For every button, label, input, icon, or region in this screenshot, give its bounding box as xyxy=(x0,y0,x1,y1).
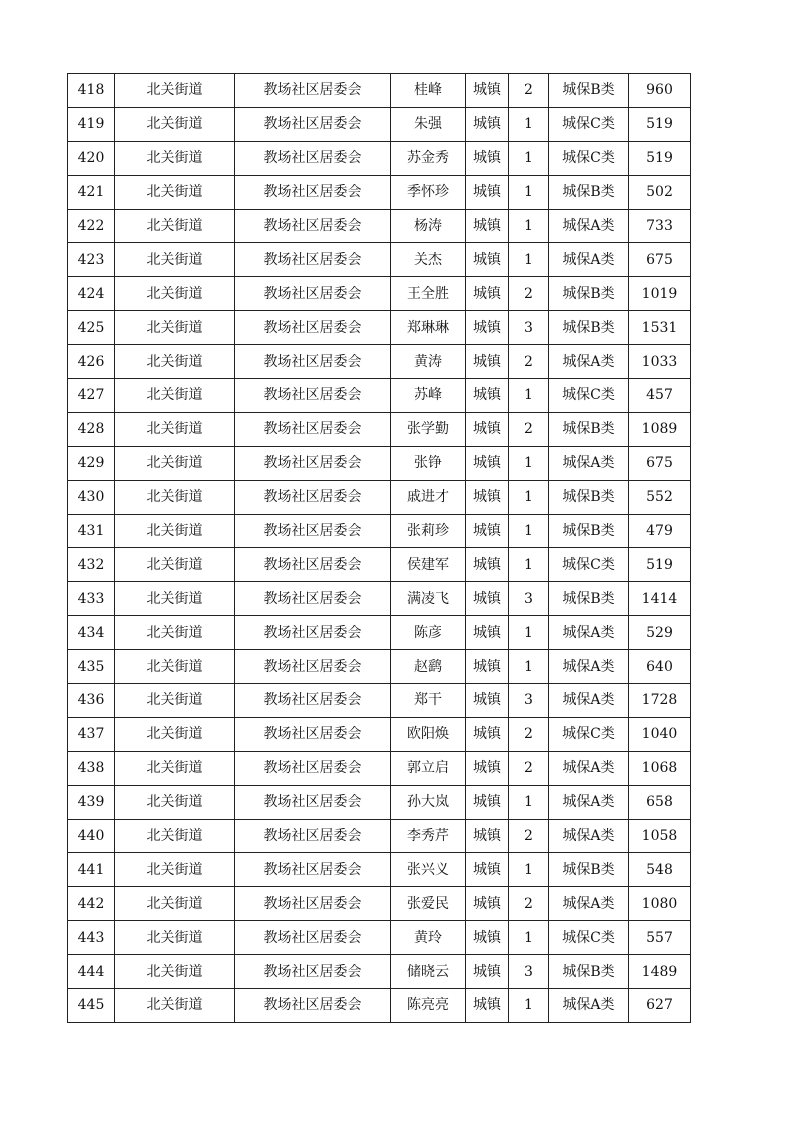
community-cell: 教场社区居委会 xyxy=(235,107,391,141)
name-cell: 张学勤 xyxy=(391,412,466,446)
amount-cell: 557 xyxy=(629,921,691,955)
row-number-cell: 421 xyxy=(68,175,115,209)
name-cell: 戚进才 xyxy=(391,480,466,514)
category-cell: 城保C类 xyxy=(549,548,629,582)
household-type-cell: 城镇 xyxy=(466,819,509,853)
category-cell: 城保B类 xyxy=(549,480,629,514)
name-cell: 满凌飞 xyxy=(391,582,466,616)
community-cell: 教场社区居委会 xyxy=(235,921,391,955)
household-type-cell: 城镇 xyxy=(466,616,509,650)
household-type-cell: 城镇 xyxy=(466,989,509,1023)
household-type-cell: 城镇 xyxy=(466,582,509,616)
community-cell: 教场社区居委会 xyxy=(235,650,391,684)
category-cell: 城保C类 xyxy=(549,379,629,413)
row-number-cell: 439 xyxy=(68,785,115,819)
name-cell: 张铮 xyxy=(391,446,466,480)
name-cell: 关杰 xyxy=(391,243,466,277)
row-number-cell: 426 xyxy=(68,345,115,379)
name-cell: 张兴义 xyxy=(391,853,466,887)
row-number-cell: 429 xyxy=(68,446,115,480)
table-row xyxy=(68,989,691,1023)
household-type-cell: 城镇 xyxy=(466,514,509,548)
amount-cell: 627 xyxy=(629,989,691,1023)
row-number-cell: 442 xyxy=(68,887,115,921)
amount-cell: 1033 xyxy=(629,345,691,379)
category-cell: 城保B类 xyxy=(549,582,629,616)
household-type-cell: 城镇 xyxy=(466,548,509,582)
category-cell: 城保A类 xyxy=(549,209,629,243)
amount-cell: 457 xyxy=(629,379,691,413)
table-row xyxy=(68,277,691,311)
table-row xyxy=(68,853,691,887)
amount-cell: 960 xyxy=(629,74,691,108)
amount-cell: 1089 xyxy=(629,412,691,446)
table-row xyxy=(68,311,691,345)
name-cell: 郭立启 xyxy=(391,751,466,785)
community-cell: 教场社区居委会 xyxy=(235,446,391,480)
name-cell: 张爱民 xyxy=(391,887,466,921)
member-count-cell: 1 xyxy=(509,379,549,413)
category-cell: 城保B类 xyxy=(549,412,629,446)
row-number-cell: 431 xyxy=(68,514,115,548)
row-number-cell: 432 xyxy=(68,548,115,582)
street-cell: 北关街道 xyxy=(115,785,235,819)
category-cell: 城保A类 xyxy=(549,989,629,1023)
member-count-cell: 1 xyxy=(509,514,549,548)
street-cell: 北关街道 xyxy=(115,141,235,175)
amount-cell: 519 xyxy=(629,107,691,141)
street-cell: 北关街道 xyxy=(115,514,235,548)
community-cell: 教场社区居委会 xyxy=(235,277,391,311)
amount-cell: 658 xyxy=(629,785,691,819)
name-cell: 苏峰 xyxy=(391,379,466,413)
row-number-cell: 443 xyxy=(68,921,115,955)
amount-cell: 1080 xyxy=(629,887,691,921)
street-cell: 北关街道 xyxy=(115,616,235,650)
member-count-cell: 1 xyxy=(509,107,549,141)
amount-cell: 552 xyxy=(629,480,691,514)
row-number-cell: 436 xyxy=(68,684,115,718)
name-cell: 苏金秀 xyxy=(391,141,466,175)
table-row xyxy=(68,209,691,243)
table-row xyxy=(68,243,691,277)
community-cell: 教场社区居委会 xyxy=(235,785,391,819)
table-row xyxy=(68,107,691,141)
street-cell: 北关街道 xyxy=(115,717,235,751)
category-cell: 城保B类 xyxy=(549,514,629,548)
table-row xyxy=(68,514,691,548)
row-number-cell: 418 xyxy=(68,74,115,108)
row-number-cell: 433 xyxy=(68,582,115,616)
member-count-cell: 1 xyxy=(509,141,549,175)
street-cell: 北关街道 xyxy=(115,243,235,277)
community-cell: 教场社区居委会 xyxy=(235,717,391,751)
name-cell: 赵鹞 xyxy=(391,650,466,684)
row-number-cell: 434 xyxy=(68,616,115,650)
member-count-cell: 1 xyxy=(509,785,549,819)
category-cell: 城保A类 xyxy=(549,887,629,921)
community-cell: 教场社区居委会 xyxy=(235,887,391,921)
community-cell: 教场社区居委会 xyxy=(235,379,391,413)
name-cell: 黄涛 xyxy=(391,345,466,379)
member-count-cell: 1 xyxy=(509,175,549,209)
row-number-cell: 420 xyxy=(68,141,115,175)
street-cell: 北关街道 xyxy=(115,175,235,209)
row-number-cell: 424 xyxy=(68,277,115,311)
community-cell: 教场社区居委会 xyxy=(235,480,391,514)
member-count-cell: 3 xyxy=(509,311,549,345)
member-count-cell: 1 xyxy=(509,446,549,480)
category-cell: 城保A类 xyxy=(549,785,629,819)
category-cell: 城保A类 xyxy=(549,819,629,853)
name-cell: 陈亮亮 xyxy=(391,989,466,1023)
name-cell: 杨涛 xyxy=(391,209,466,243)
community-cell: 教场社区居委会 xyxy=(235,751,391,785)
street-cell: 北关街道 xyxy=(115,412,235,446)
member-count-cell: 1 xyxy=(509,616,549,650)
row-number-cell: 438 xyxy=(68,751,115,785)
table-row xyxy=(68,955,691,989)
amount-cell: 479 xyxy=(629,514,691,548)
household-type-cell: 城镇 xyxy=(466,74,509,108)
row-number-cell: 428 xyxy=(68,412,115,446)
member-count-cell: 2 xyxy=(509,345,549,379)
amount-cell: 675 xyxy=(629,243,691,277)
member-count-cell: 3 xyxy=(509,955,549,989)
member-count-cell: 2 xyxy=(509,751,549,785)
household-type-cell: 城镇 xyxy=(466,751,509,785)
row-number-cell: 435 xyxy=(68,650,115,684)
amount-cell: 502 xyxy=(629,175,691,209)
street-cell: 北关街道 xyxy=(115,853,235,887)
row-number-cell: 427 xyxy=(68,379,115,413)
row-number-cell: 419 xyxy=(68,107,115,141)
amount-cell: 1489 xyxy=(629,955,691,989)
table-row xyxy=(68,717,691,751)
table-row xyxy=(68,446,691,480)
street-cell: 北关街道 xyxy=(115,74,235,108)
name-cell: 郑琳琳 xyxy=(391,311,466,345)
amount-cell: 1728 xyxy=(629,684,691,718)
amount-cell: 675 xyxy=(629,446,691,480)
name-cell: 季怀珍 xyxy=(391,175,466,209)
household-type-cell: 城镇 xyxy=(466,209,509,243)
household-type-cell: 城镇 xyxy=(466,921,509,955)
amount-cell: 519 xyxy=(629,548,691,582)
category-cell: 城保B类 xyxy=(549,74,629,108)
street-cell: 北关街道 xyxy=(115,751,235,785)
community-cell: 教场社区居委会 xyxy=(235,548,391,582)
amount-cell: 1531 xyxy=(629,311,691,345)
member-count-cell: 2 xyxy=(509,717,549,751)
street-cell: 北关街道 xyxy=(115,311,235,345)
row-number-cell: 445 xyxy=(68,989,115,1023)
name-cell: 李秀芹 xyxy=(391,819,466,853)
name-cell: 黄玲 xyxy=(391,921,466,955)
street-cell: 北关街道 xyxy=(115,921,235,955)
street-cell: 北关街道 xyxy=(115,582,235,616)
household-type-cell: 城镇 xyxy=(466,175,509,209)
community-cell: 教场社区居委会 xyxy=(235,819,391,853)
community-cell: 教场社区居委会 xyxy=(235,311,391,345)
member-count-cell: 2 xyxy=(509,277,549,311)
community-cell: 教场社区居委会 xyxy=(235,616,391,650)
amount-cell: 640 xyxy=(629,650,691,684)
household-type-cell: 城镇 xyxy=(466,277,509,311)
household-type-cell: 城镇 xyxy=(466,243,509,277)
member-count-cell: 2 xyxy=(509,412,549,446)
category-cell: 城保B类 xyxy=(549,955,629,989)
community-cell: 教场社区居委会 xyxy=(235,989,391,1023)
category-cell: 城保A类 xyxy=(549,616,629,650)
street-cell: 北关街道 xyxy=(115,277,235,311)
street-cell: 北关街道 xyxy=(115,345,235,379)
member-count-cell: 2 xyxy=(509,887,549,921)
name-cell: 朱强 xyxy=(391,107,466,141)
category-cell: 城保A类 xyxy=(549,650,629,684)
category-cell: 城保A类 xyxy=(549,684,629,718)
member-count-cell: 1 xyxy=(509,548,549,582)
member-count-cell: 3 xyxy=(509,582,549,616)
name-cell: 欧阳焕 xyxy=(391,717,466,751)
category-cell: 城保A类 xyxy=(549,345,629,379)
table-row xyxy=(68,141,691,175)
table-row xyxy=(68,684,691,718)
household-type-cell: 城镇 xyxy=(466,141,509,175)
category-cell: 城保B类 xyxy=(549,277,629,311)
table-row xyxy=(68,785,691,819)
member-count-cell: 1 xyxy=(509,480,549,514)
community-cell: 教场社区居委会 xyxy=(235,412,391,446)
community-cell: 教场社区居委会 xyxy=(235,684,391,718)
amount-cell: 1040 xyxy=(629,717,691,751)
amount-cell: 548 xyxy=(629,853,691,887)
household-type-cell: 城镇 xyxy=(466,311,509,345)
household-type-cell: 城镇 xyxy=(466,107,509,141)
category-cell: 城保C类 xyxy=(549,141,629,175)
amount-cell: 519 xyxy=(629,141,691,175)
category-cell: 城保C类 xyxy=(549,921,629,955)
name-cell: 王全胜 xyxy=(391,277,466,311)
amount-cell: 1058 xyxy=(629,819,691,853)
member-count-cell: 1 xyxy=(509,243,549,277)
community-cell: 教场社区居委会 xyxy=(235,582,391,616)
category-cell: 城保A类 xyxy=(549,243,629,277)
name-cell: 储晓云 xyxy=(391,955,466,989)
street-cell: 北关街道 xyxy=(115,480,235,514)
member-count-cell: 1 xyxy=(509,921,549,955)
table-row xyxy=(68,175,691,209)
street-cell: 北关街道 xyxy=(115,548,235,582)
street-cell: 北关街道 xyxy=(115,887,235,921)
category-cell: 城保A类 xyxy=(549,446,629,480)
household-type-cell: 城镇 xyxy=(466,379,509,413)
street-cell: 北关街道 xyxy=(115,684,235,718)
amount-cell: 1068 xyxy=(629,751,691,785)
community-cell: 教场社区居委会 xyxy=(235,955,391,989)
community-cell: 教场社区居委会 xyxy=(235,141,391,175)
household-type-cell: 城镇 xyxy=(466,345,509,379)
row-number-cell: 425 xyxy=(68,311,115,345)
member-count-cell: 2 xyxy=(509,74,549,108)
member-count-cell: 1 xyxy=(509,989,549,1023)
street-cell: 北关街道 xyxy=(115,446,235,480)
table-body xyxy=(68,74,691,1023)
community-cell: 教场社区居委会 xyxy=(235,243,391,277)
community-cell: 教场社区居委会 xyxy=(235,514,391,548)
amount-cell: 1414 xyxy=(629,582,691,616)
row-number-cell: 441 xyxy=(68,853,115,887)
household-type-cell: 城镇 xyxy=(466,785,509,819)
table-row xyxy=(68,921,691,955)
table-row xyxy=(68,412,691,446)
member-count-cell: 2 xyxy=(509,819,549,853)
community-cell: 教场社区居委会 xyxy=(235,74,391,108)
row-number-cell: 437 xyxy=(68,717,115,751)
street-cell: 北关街道 xyxy=(115,650,235,684)
street-cell: 北关街道 xyxy=(115,379,235,413)
table-row xyxy=(68,548,691,582)
name-cell: 郑干 xyxy=(391,684,466,718)
row-number-cell: 423 xyxy=(68,243,115,277)
row-number-cell: 430 xyxy=(68,480,115,514)
beneficiary-table xyxy=(67,73,691,1023)
community-cell: 教场社区居委会 xyxy=(235,345,391,379)
member-count-cell: 1 xyxy=(509,209,549,243)
household-type-cell: 城镇 xyxy=(466,412,509,446)
community-cell: 教场社区居委会 xyxy=(235,209,391,243)
street-cell: 北关街道 xyxy=(115,107,235,141)
amount-cell: 529 xyxy=(629,616,691,650)
amount-cell: 1019 xyxy=(629,277,691,311)
household-type-cell: 城镇 xyxy=(466,650,509,684)
table-row xyxy=(68,650,691,684)
table-row xyxy=(68,887,691,921)
member-count-cell: 1 xyxy=(509,650,549,684)
name-cell: 侯建军 xyxy=(391,548,466,582)
household-type-cell: 城镇 xyxy=(466,717,509,751)
category-cell: 城保B类 xyxy=(549,311,629,345)
household-type-cell: 城镇 xyxy=(466,887,509,921)
amount-cell: 733 xyxy=(629,209,691,243)
table-row xyxy=(68,819,691,853)
category-cell: 城保A类 xyxy=(549,751,629,785)
row-number-cell: 422 xyxy=(68,209,115,243)
category-cell: 城保C类 xyxy=(549,107,629,141)
table-row xyxy=(68,74,691,108)
table-row xyxy=(68,751,691,785)
household-type-cell: 城镇 xyxy=(466,684,509,718)
street-cell: 北关街道 xyxy=(115,989,235,1023)
household-type-cell: 城镇 xyxy=(466,480,509,514)
table-row xyxy=(68,480,691,514)
table-row xyxy=(68,582,691,616)
category-cell: 城保B类 xyxy=(549,853,629,887)
street-cell: 北关街道 xyxy=(115,209,235,243)
category-cell: 城保B类 xyxy=(549,175,629,209)
table-row xyxy=(68,345,691,379)
community-cell: 教场社区居委会 xyxy=(235,853,391,887)
name-cell: 陈彦 xyxy=(391,616,466,650)
table-row xyxy=(68,379,691,413)
member-count-cell: 1 xyxy=(509,853,549,887)
row-number-cell: 440 xyxy=(68,819,115,853)
name-cell: 桂峰 xyxy=(391,74,466,108)
household-type-cell: 城镇 xyxy=(466,853,509,887)
name-cell: 张莉珍 xyxy=(391,514,466,548)
street-cell: 北关街道 xyxy=(115,819,235,853)
row-number-cell: 444 xyxy=(68,955,115,989)
table-row xyxy=(68,616,691,650)
name-cell: 孙大岚 xyxy=(391,785,466,819)
community-cell: 教场社区居委会 xyxy=(235,175,391,209)
street-cell: 北关街道 xyxy=(115,955,235,989)
household-type-cell: 城镇 xyxy=(466,955,509,989)
member-count-cell: 3 xyxy=(509,684,549,718)
household-type-cell: 城镇 xyxy=(466,446,509,480)
category-cell: 城保C类 xyxy=(549,717,629,751)
